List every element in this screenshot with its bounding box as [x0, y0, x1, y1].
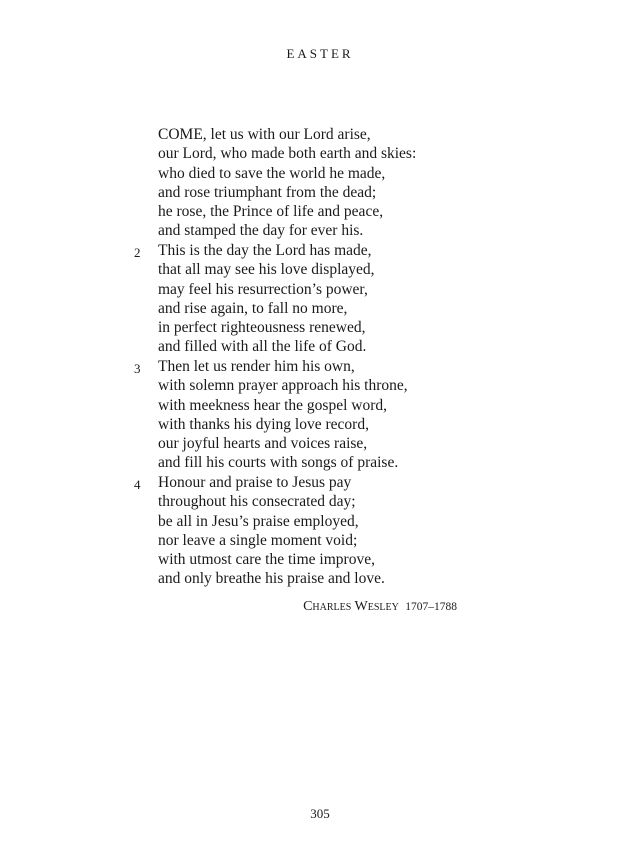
verse-number: 2 [134, 245, 141, 260]
verse-line: and filled with all the life of God. [158, 338, 367, 356]
verse-line: This is the day the Lord has made, [158, 242, 372, 259]
verse-line: with utmost care the time improve, [158, 551, 375, 569]
verse-line: and stamped the day for ever his. [158, 222, 364, 240]
verse-line: with solemn prayer approach his throne, [158, 377, 408, 395]
verse-line: that all may see his love displayed, [158, 261, 375, 279]
verse-3 [134, 357, 558, 473]
verse-line: our joyful hearts and voices raise, [158, 435, 368, 453]
verse-line: in perfect righteousness renewed, [158, 319, 366, 337]
verse-line: our Lord, who made both earth and skies: [158, 145, 417, 163]
verse-line: with meekness hear the gospel word, [158, 396, 387, 414]
verse-line: and rise again, to fall no more, [158, 299, 348, 317]
verse-line: with thanks his dying love record, [158, 415, 369, 433]
verse-number: 3 [134, 361, 141, 376]
verse-number: 4 [134, 477, 141, 492]
verse-line: Honour and praise to Jesus pay [158, 474, 352, 491]
page-number: 305 [310, 806, 330, 821]
hymn-attribution [303, 598, 457, 615]
verse-line: be all in Jesu’s praise employed, [158, 512, 359, 530]
verse-line: and fill his courts with songs of praise. [158, 454, 399, 472]
verse-line: and rose triumphant from the dead; [158, 183, 377, 201]
verse-line: and only breathe his praise and love. [158, 570, 385, 588]
verse-2 [134, 241, 558, 357]
verse-1 [158, 125, 558, 241]
verse-line [158, 125, 558, 144]
verse-line: he rose, the Prince of life and peace, [158, 203, 384, 221]
verse-line: may feel his resurrection’s power, [158, 280, 368, 298]
author-name: Charles Wesley [303, 599, 399, 614]
verse-line-text: let us with our Lord arise, [206, 126, 371, 143]
verse-line: Then let us render him his own, [158, 358, 355, 375]
verse-line: throughout his consecrated day; [158, 493, 356, 511]
verse-line: who died to save the world he made, [158, 164, 386, 182]
verse-line: nor leave a single moment void; [158, 531, 358, 549]
section-title: EASTER [286, 46, 354, 61]
verse-first-word: COME, [158, 126, 207, 143]
verse-4 [134, 473, 558, 589]
author-dates: 1707–1788 [405, 601, 457, 613]
